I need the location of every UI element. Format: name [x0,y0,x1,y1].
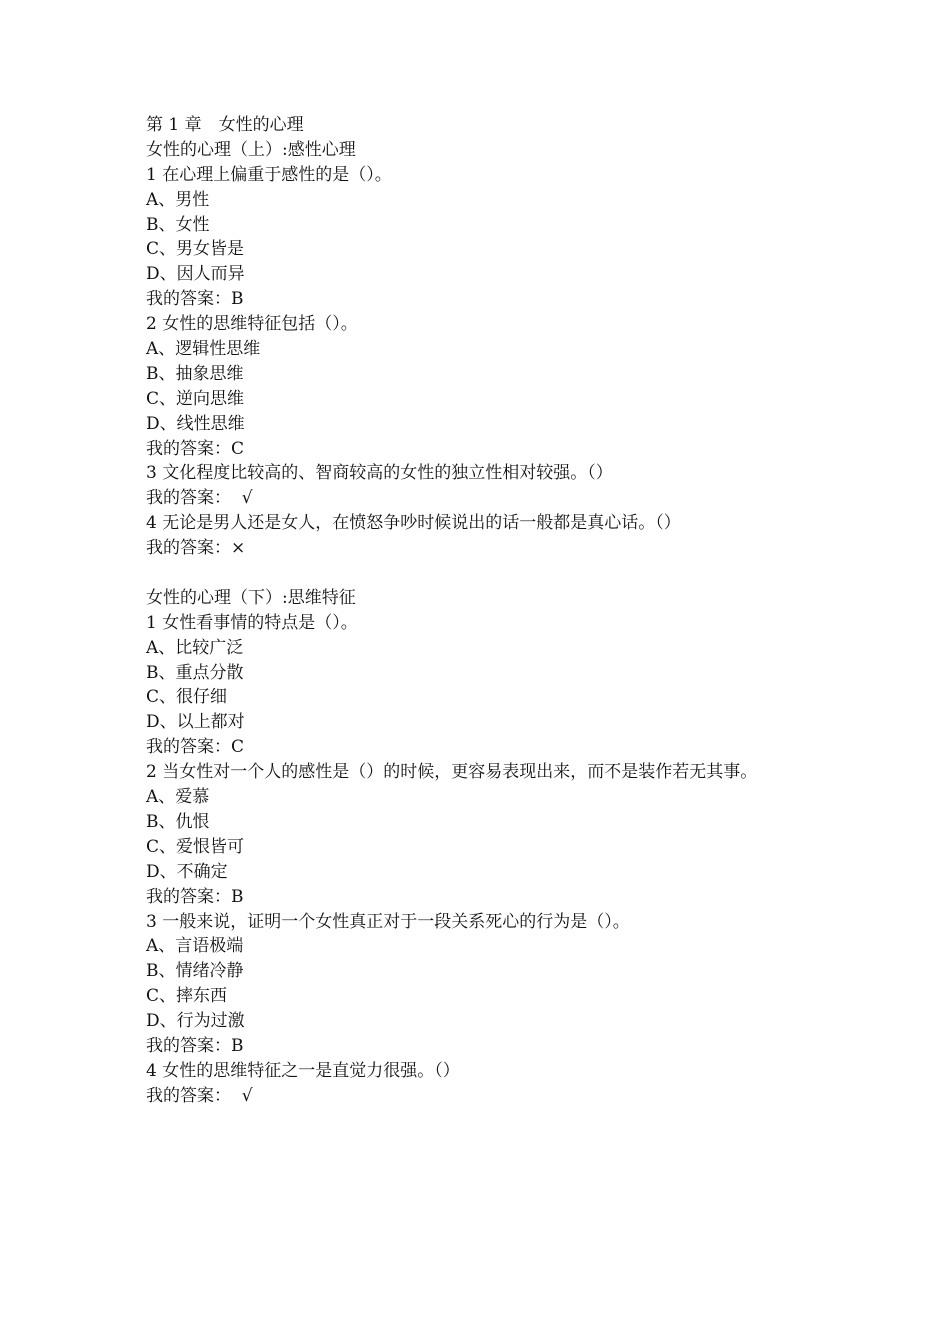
option-d: D、行为过激 [146,1011,245,1032]
option-b: B、女性 [146,214,210,235]
option-c: C、爱恨皆可 [146,836,245,857]
option-a: A、逻辑性思维 [146,339,261,360]
question-2-4 [146,1059,906,1109]
question-stem: 2 当女性对一个人的感性是（）的时候，更容易表现出来，而不是装作若无其事。 [146,762,758,783]
option-b: B、仇恨 [146,811,210,832]
my-answer: 我的答案： √ [146,488,253,509]
my-answer: 我的答案：B [146,289,244,310]
section-title: 女性的心理（下）:思维特征 [146,587,356,608]
question-2-1 [146,611,906,760]
my-answer: 我的答案： √ [146,1085,253,1106]
option-a: A、比较广泛 [146,637,244,658]
option-c: C、很仔细 [146,687,228,708]
section-2 [146,586,906,1109]
my-answer: 我的答案：× [146,538,246,559]
chapter-title: 第 1 章 女性的心理 [146,115,304,135]
question-1-2 [146,312,906,461]
my-answer: 我的答案：B [146,886,244,907]
option-a: A、男性 [146,189,210,210]
question-stem: 2 女性的思维特征包括（）。 [146,314,358,335]
question-stem: 1 女性看事情的特点是（）。 [146,612,358,633]
option-c: C、摔东西 [146,986,228,1007]
my-answer: 我的答案：C [146,438,245,459]
option-a: A、言语极端 [146,936,244,957]
option-d: D、不确定 [146,861,228,882]
section-spacer [146,561,906,586]
document-body [146,113,906,1109]
option-b: B、情绪冷静 [146,961,244,982]
question-stem: 4 无论是男人还是女人，在愤怒争吵时候说出的话一般都是真心话。（） [146,513,681,534]
option-b: B、重点分散 [146,662,244,683]
option-c: C、逆向思维 [146,388,245,409]
question-stem: 3 文化程度比较高的、智商较高的女性的独立性相对较强。（） [146,463,613,484]
question-1-3 [146,461,906,511]
section-title: 女性的心理（上）:感性心理 [146,139,356,160]
section-1 [146,138,906,561]
question-stem: 3 一般来说，证明一个女性真正对于一段关系死心的行为是（）。 [146,911,630,932]
question-1-4 [146,511,906,561]
question-stem: 1 在心理上偏重于感性的是（）。 [146,164,392,185]
question-2-2 [146,760,906,909]
my-answer: 我的答案：B [146,1035,244,1056]
option-a: A、爱慕 [146,787,210,808]
option-d: D、线性思维 [146,413,245,434]
option-b: B、抽象思维 [146,363,244,384]
my-answer: 我的答案：C [146,737,245,758]
option-d: D、因人而异 [146,264,245,285]
option-c: C、男女皆是 [146,239,245,260]
option-d: D、以上都对 [146,712,245,733]
question-1-1 [146,163,906,312]
question-2-3 [146,910,906,1059]
question-stem: 4 女性的思维特征之一是直觉力很强。（） [146,1060,460,1081]
